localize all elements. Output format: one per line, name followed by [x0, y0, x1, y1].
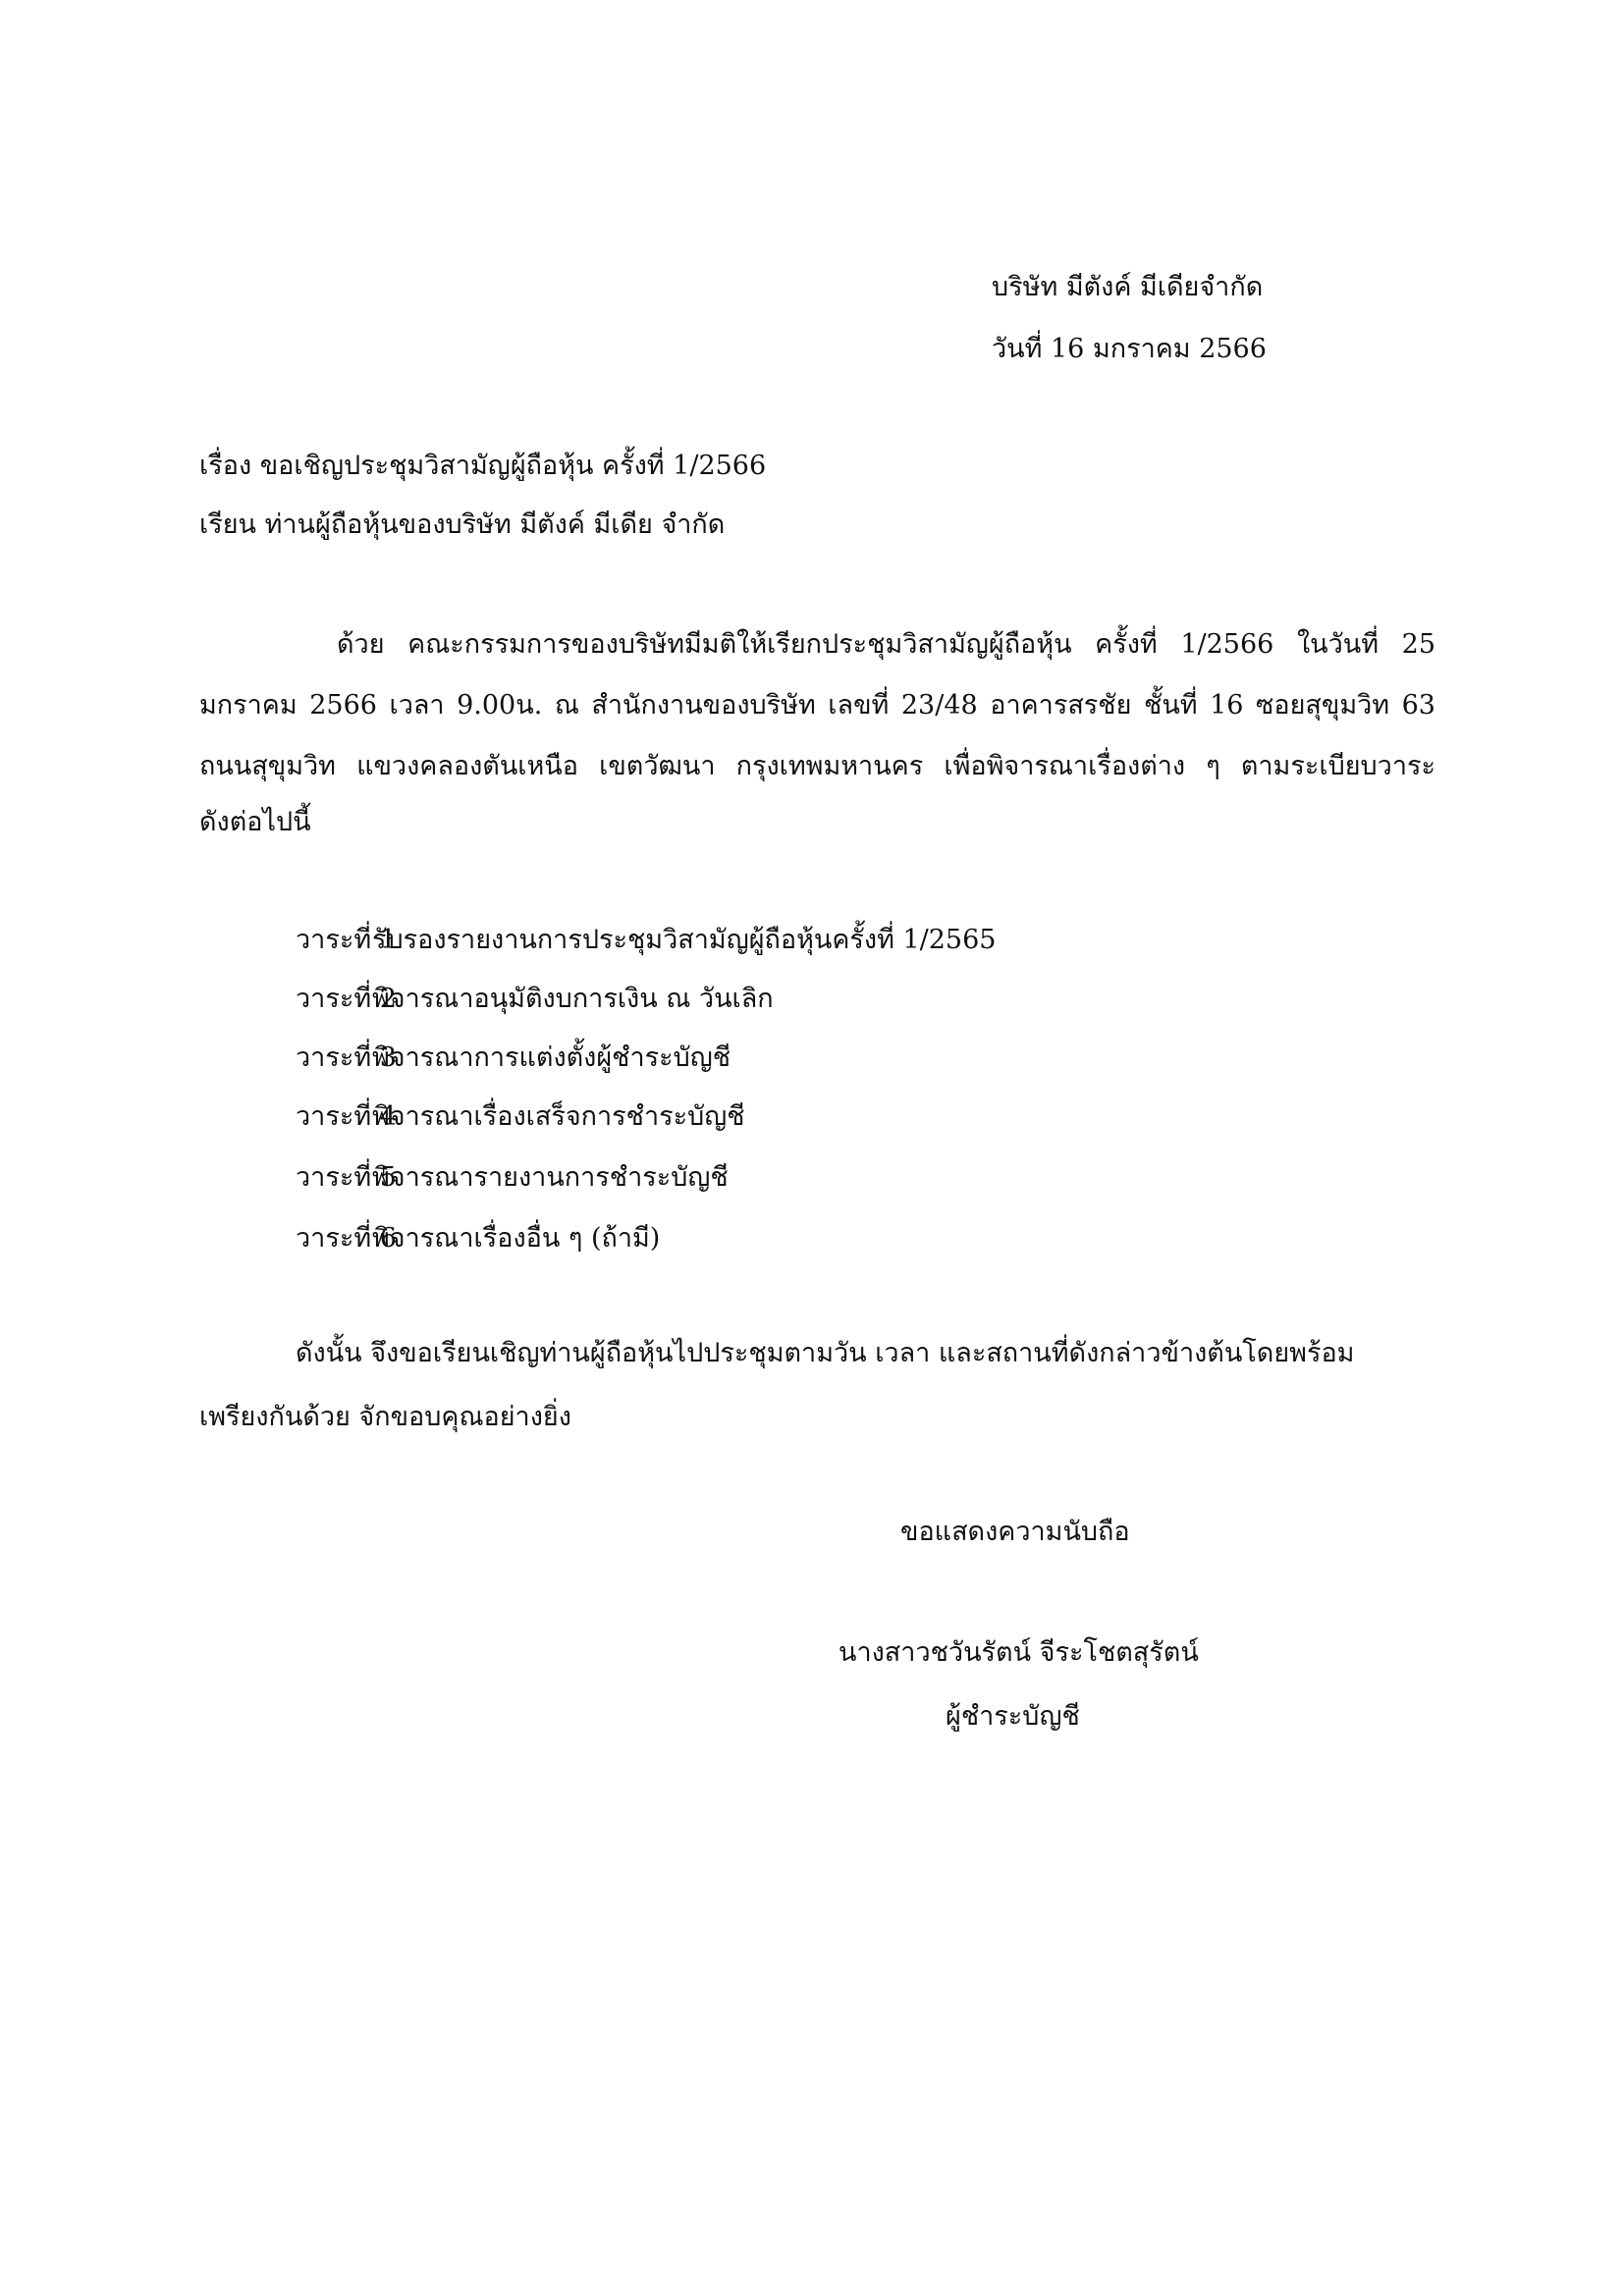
agenda-label: วาระที่ 2 — [296, 984, 397, 1014]
agenda-label: วาระที่ 5 — [296, 1162, 397, 1193]
signer-name: นางสาวชวันรัตน์ จีระโชตสุรัตน์ — [839, 1637, 1199, 1668]
agenda-text: พิจารณาการแต่งตั้งผู้ชำระบัญชี — [372, 1042, 731, 1073]
agenda-text: รับรองรายงานการประชุมวิสามัญผู้ถือหุ้นครั้งที่ 1/2565 — [372, 925, 997, 955]
paragraph-line: ด้วย คณะกรรมการของบริษัทมีมติให้เรียกประชุมวิสามัญผู้ถือหุ้น ครั้งที่ 1/2566 ในวันที่ 25 — [337, 629, 1435, 660]
agenda-label: วาระที่ 4 — [296, 1101, 397, 1132]
agenda-label: วาระที่ 3 — [296, 1042, 397, 1073]
agenda-text: พิจารณารายงานการชำระบัญชี — [372, 1162, 729, 1193]
paragraph-line: ถนนสุขุมวิท แขวงคลองตันเหนือ เขตวัฒนา กรุงเทพมหานคร เพื่อพิจารณาเรื่องต่าง ๆ ตามระเบียบวาระ — [199, 751, 1435, 781]
agenda-text: พิจารณาเรื่องเสร็จการชำระบัญชี — [372, 1101, 745, 1132]
closing-line: ดังนั้น จึงขอเรียนเชิญท่านผู้ถือหุ้นไปประชุมตามวัน เวลา และสถานที่ดังกล่าวข้างต้นโดยพร้อม — [296, 1338, 1355, 1368]
agenda-label: วาระที่ 1 — [296, 925, 397, 955]
agenda-label: วาระที่ 6 — [296, 1223, 397, 1254]
company-name: บริษัท มีตังค์ มีเดียจำกัด — [992, 272, 1264, 302]
letter-subject: เรื่อง ขอเชิญประชุมวิสามัญผู้ถือหุ้น ครั้งที่ 1/2566 — [199, 451, 767, 481]
letter-salutation: เรียน ท่านผู้ถือหุ้นของบริษัท มีตังค์ มีเดีย จำกัด — [199, 509, 726, 540]
paragraph-line: มกราคม 2566 เวลา 9.00น. ณ สำนักงานของบริษัท เลขที่ 23/48 อาคารสรชัย ชั้นที่ 16 ซอยสุขุมวิท 63 — [199, 690, 1435, 721]
complimentary-close: ขอแสดงความนับถือ — [900, 1517, 1130, 1547]
closing-line: เพรียงกันด้วย จักขอบคุณอย่างยิ่ง — [199, 1402, 571, 1432]
agenda-text: พิจารณาอนุมัติงบการเงิน ณ วันเลิก — [372, 984, 774, 1014]
paragraph-line: ดังต่อไปนี้ — [199, 807, 311, 837]
signer-title: ผู้ชำระบัญชี — [946, 1701, 1080, 1732]
agenda-text: พิจารณาเรื่องอื่น ๆ (ถ้ามี) — [372, 1223, 661, 1254]
letter-date: วันที่ 16 มกราคม 2566 — [992, 334, 1267, 364]
